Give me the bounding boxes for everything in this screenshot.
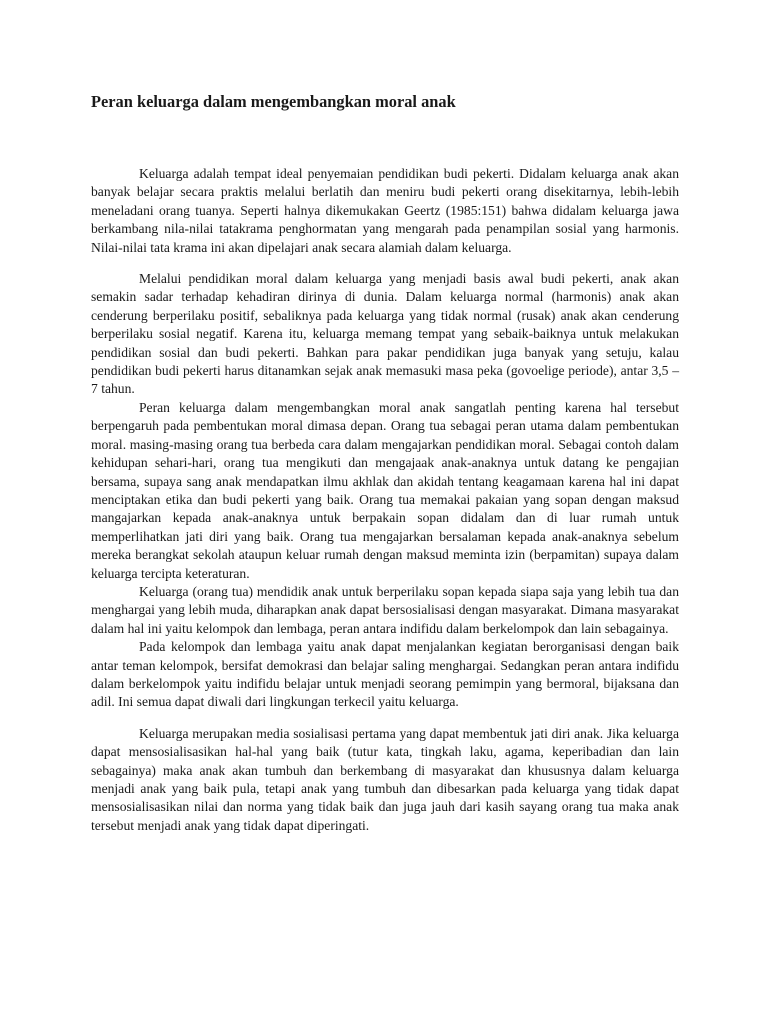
paragraph-3: Peran keluarga dalam mengembangkan moral anak sangatlah penting karena hal tersebut berpengaruh pada pembentukan moral dimasa depan. Orang tua sebagai peran utama dalam pembentukan moral. masing-masing orang tua berbeda cara dalam mengajarkan pendidikan moral. Sebagai contoh dalam kehidupan sehari-hari, orang tua mengikuti dan mengajaak anak-anaknya untuk datang ke pengajian bersama, supaya sang anak mendapatkan ilmu akhlak dan akidah tentang keagamaan karena hal ini dapat menciptakan etika dan budi pekerti yang baik. Orang tua memakai pakaian yang sopan dengan maksud mangajarkan kepada anak-anaknya untuk berpakain sopan didalam dan di luar rumah untuk memperlihatkan jati diri yang baik. Orang tua mengajarkan bersalaman kepada anak-anaknya sebelum mereka berangkat sekolah ataupun keluar rumah dengan maksud meminta izin (berpamitan) supaya dalam keluarga tercipta keteraturan. (91, 399, 679, 581)
paragraph-5: Pada kelompok dan lembaga yaitu anak dapat menjalankan kegiatan berorganisasi dengan baik antar teman kelompok, bersifat demokrasi dan belajar saling menghargai. Sedangkan peran antara indifidu dalam berkelompok yaitu indifidu belajar untuk menjadi seorang pemimpin yang bermoral, bijaksana dan adil. Ini semua dapat diwali dari lingkungan terkecil yaitu keluarga. (91, 639, 679, 710)
paragraph-1: Keluarga adalah tempat ideal penyemaian pendidikan budi pekerti. Didalam keluarga anak akan banyak belajar secara praktis melalui berlatih dan meniru budi pekerti orang disekitarnya, lebih-lebih meneladani orang tuanya. Seperti halnya dikemukakan Geertz (1985:151) bahwa didalam keluarga jawa berkambang nila-nilai tatakrama penghormatan yang mengarah pada penampilan sosial yang harmonis. Nilai-nilai tata krama ini akan dipelajari anak secara alamiah dalam keluarga. (91, 166, 679, 255)
paragraph-4: Keluarga (orang tua) mendidik anak untuk berperilaku sopan kepada siapa saja yang lebih tua dan menghargai yang lebih muda, diharapkan anak dapat bersosialisasi dengan masyarakat. Dimana masyarakat dalam hal ini yaitu kelompok dan lembaga, peran antara indifidu dalam berkelompok dan lain sebagainya. (91, 583, 679, 636)
document-title: Peran keluarga dalam mengembangkan moral anak (91, 92, 456, 111)
document-body (91, 165, 679, 835)
paragraph-6: Keluarga merupakan media sosialisasi pertama yang dapat membentuk jati diri anak. Jika keluarga dapat mensosialisasikan hal-hal yang baik (tutur kata, tingkah laku, agama, keperibadian dan lain sebagainya) maka anak akan tumbuh dan berkembang di masyarakat dan khususnya dalam keluarga menjadi anak yang baik pula, tetapi anak yang tumbuh dan dibesarkan pada keluarga yang tidak dapat mensosialisasikan nilai dan norma yang tidak baik dan juga jauh dari kasih sayang orang tua maka anak tersebut menjadi anak yang tidak dapat diperingati. (91, 725, 679, 833)
paragraph-2: Melalui pendidikan moral dalam keluarga yang menjadi basis awal budi pekerti, anak akan semakin sadar terhadap kehadiran dirinya di dunia. Dalam keluarga normal (harmonis) anak akan cenderung berperilaku positif, sebaliknya pada keluarga yang tidak normal (rusak) anak akan cenderung berperilaku sosial negatif. Karena itu, keluarga memang tempat yang sebaik-baiknya untuk melakukan pendidikan sosial dan budi pekerti. Bahkan para pakar pendidikan juga banyak yang setuju, kalau pendidikan budi pekerti harus ditanamkan sejak anak memasuki masa peka (govoelige periode), antar 3,5 – 7 tahun. (91, 271, 679, 397)
